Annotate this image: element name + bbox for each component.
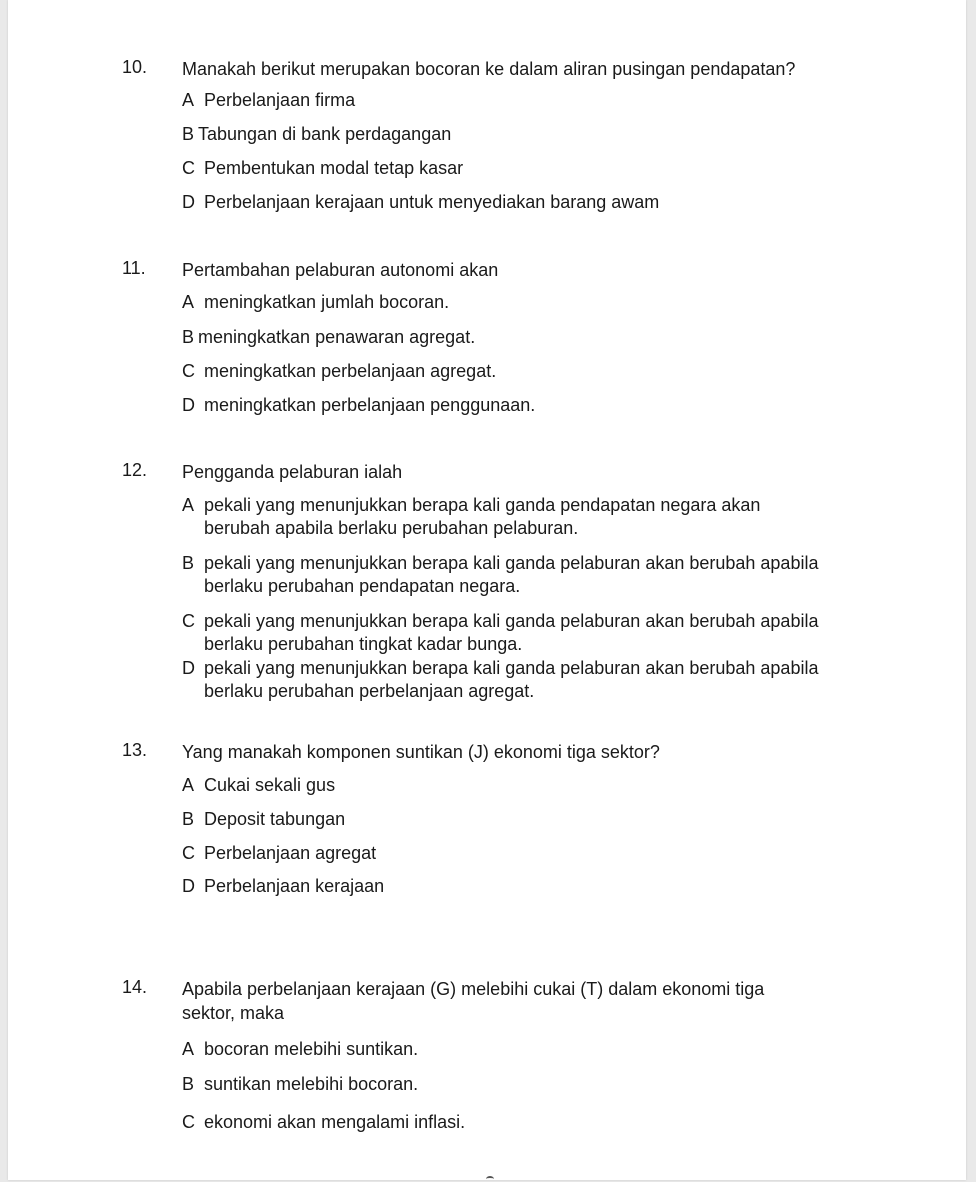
option-text: Perbelanjaan kerajaan — [204, 876, 385, 896]
option-12b — [182, 552, 822, 598]
option-letter: D — [182, 876, 195, 896]
option-14a — [182, 1038, 822, 1061]
question-number: 14. — [122, 977, 148, 997]
question-stem: Pertambahan pelaburan autonomi akan — [182, 260, 499, 280]
option-12d — [182, 657, 822, 703]
option-letter: C — [182, 361, 195, 381]
option-10b — [182, 123, 822, 146]
option-text: meningkatkan penawaran agregat. — [198, 327, 476, 347]
option-letter: D — [182, 658, 195, 678]
option-letter: D — [182, 395, 195, 415]
option-text: pekali yang menunjukkan berapa kali ganda pelaburan akan berubah apabila berlaku perubahan pendapatan negara. — [204, 553, 819, 596]
option-letter: B — [182, 809, 195, 829]
option-14b — [182, 1073, 822, 1096]
option-text: bocoran melebihi suntikan. — [204, 1039, 419, 1059]
option-text: Pembentukan modal tetap kasar — [204, 158, 464, 178]
option-text: pekali yang menunjukkan berapa kali ganda pelaburan akan berubah apabila berlaku perubahan perbelanjaan agregat. — [204, 658, 819, 701]
option-10d — [182, 191, 822, 214]
option-11a — [182, 291, 822, 314]
option-letter: A — [182, 292, 195, 312]
question-number: 12. — [122, 460, 148, 480]
page-edge-mark — [486, 1176, 494, 1182]
option-11b — [182, 326, 822, 349]
option-letter: C — [182, 843, 195, 863]
option-text: Tabungan di bank perdagangan — [198, 124, 452, 144]
option-letter: C — [182, 158, 195, 178]
option-13a — [182, 774, 822, 797]
option-11c — [182, 360, 822, 383]
option-letter: B — [182, 124, 195, 144]
option-11d — [182, 394, 822, 417]
option-10a — [182, 89, 822, 112]
option-13d — [182, 875, 822, 898]
question-stem: Apabila perbelanjaan kerajaan (G) melebihi cukai (T) dalam ekonomi tiga sektor, maka — [182, 979, 765, 1023]
option-12c — [182, 610, 822, 656]
option-text: Deposit tabungan — [204, 809, 346, 829]
option-text: Perbelanjaan agregat — [204, 843, 377, 863]
question-stem: Pengganda pelaburan ialah — [182, 462, 403, 482]
option-12a — [182, 494, 822, 540]
option-letter: B — [182, 1074, 195, 1094]
question-number: 13. — [122, 740, 148, 760]
option-text: Cukai sekali gus — [204, 775, 336, 795]
option-text: suntikan melebihi bocoran. — [204, 1074, 419, 1094]
option-letter: A — [182, 90, 195, 110]
option-letter: B — [182, 327, 195, 347]
option-10c — [182, 157, 822, 180]
option-letter: A — [182, 1039, 195, 1059]
option-text: pekali yang menunjukkan berapa kali ganda pelaburan akan berubah apabila berlaku perubahan tingkat kadar bunga. — [204, 611, 819, 654]
option-13c — [182, 842, 822, 865]
option-text: meningkatkan perbelanjaan penggunaan. — [204, 395, 536, 415]
option-letter: A — [182, 495, 195, 515]
option-letter: B — [182, 553, 195, 573]
document-page — [8, 0, 966, 1180]
option-letter: D — [182, 192, 195, 212]
option-letter: A — [182, 775, 195, 795]
question-number: 10. — [122, 57, 148, 77]
option-letter: C — [182, 611, 195, 631]
option-text: meningkatkan jumlah bocoran. — [204, 292, 450, 312]
option-text: Perbelanjaan firma — [204, 90, 356, 110]
option-13b — [182, 808, 822, 831]
option-text: Perbelanjaan kerajaan untuk menyediakan barang awam — [204, 192, 660, 212]
question-stem: Yang manakah komponen suntikan (J) ekonomi tiga sektor? — [182, 742, 660, 762]
option-text: meningkatkan perbelanjaan agregat. — [204, 361, 497, 381]
option-letter: C — [182, 1112, 195, 1132]
option-14c — [182, 1111, 822, 1134]
question-number: 11. — [122, 258, 146, 278]
option-text: pekali yang menunjukkan berapa kali ganda pendapatan negara akan berubah apabila berlaku perubahan pelaburan. — [204, 495, 761, 538]
question-stem: Manakah berikut merupakan bocoran ke dalam aliran pusingan pendapatan? — [182, 59, 796, 79]
option-text: ekonomi akan mengalami inflasi. — [204, 1112, 466, 1132]
